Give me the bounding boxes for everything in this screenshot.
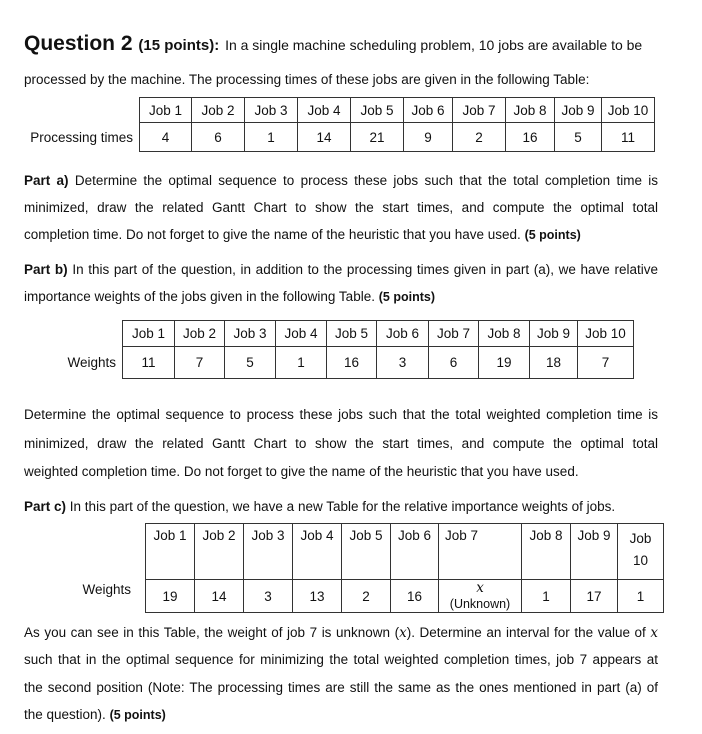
table3-row-label: Weights [82, 581, 131, 597]
table1-header: Job 3 [245, 98, 298, 123]
table3-cell: 2 [342, 580, 391, 613]
weights-table [26, 320, 634, 379]
table2-header: Job 2 [175, 321, 225, 347]
table3-header: Job 4 [293, 524, 342, 580]
part-b-line5: weighted completion time. Do not forget to give the name of the heuristic that you have used. [24, 464, 579, 479]
part-c-points: (5 points) [109, 708, 166, 722]
question-intro-line2: processed by the machine. The processing times of these jobs are given in the following Table: [24, 72, 590, 87]
table1-header: Job 7 [453, 98, 506, 123]
table2-header: Job 1 [123, 321, 175, 347]
part-c-line5: the question). (5 points) [24, 707, 166, 722]
table2-header: Job 6 [377, 321, 429, 347]
table1-header: Job 10 [602, 98, 655, 123]
table3-header: Job 3 [244, 524, 293, 580]
table1-header: Job 5 [351, 98, 404, 123]
table1-header: Job 8 [506, 98, 555, 123]
part-b-label: Part b) [24, 262, 68, 277]
question-title: Question 2 [24, 32, 133, 55]
table1-row-label: Processing times [30, 129, 133, 145]
table2-header: Job 10 [578, 321, 634, 347]
table2-cell: 19 [479, 347, 530, 379]
unknown-note: (Unknown) [449, 597, 511, 611]
table2-header: Job 8 [479, 321, 530, 347]
part-c-label: Part c) [24, 499, 67, 514]
part-b-line2: importance weights of the jobs given in the following Table. (5 points) [24, 289, 435, 304]
table1-header: Job 1 [140, 98, 192, 123]
part-a-points: (5 points) [524, 228, 581, 242]
unknown-x-symbol: x [476, 580, 484, 596]
question-title-line [24, 32, 642, 56]
table1-cell: 6 [192, 123, 245, 152]
table2-cell: 7 [578, 347, 634, 379]
question-intro-line1: In a single machine scheduling problem, 10 jobs are available to be [225, 37, 643, 53]
part-c-line2: As you can see in this Table, the weight of job 7 is unknown (x). Determine an interval for the value of x [24, 625, 658, 641]
table2-cell: 7 [175, 347, 225, 379]
weights-table-unknown [24, 523, 664, 613]
part-a-line1: Part a) Determine the optimal sequence to process these jobs such that the total completion time is [24, 173, 658, 188]
table2-header: Job 3 [225, 321, 276, 347]
table1-header: Job 9 [555, 98, 602, 123]
table2-cell: 1 [276, 347, 327, 379]
part-c-line3: such that in the optimal sequence for minimizing the total weighted completion times, job 7 appears at [24, 652, 658, 667]
table2-cell: 6 [429, 347, 479, 379]
table3-header: Job 7 [439, 524, 522, 580]
table3-cell: 17 [571, 580, 618, 613]
table3-header: Job 1 [146, 524, 195, 580]
table2-header: Job 5 [327, 321, 377, 347]
part-a-line3: completion time. Do not forget to give the name of the heuristic that you have used. (5 points) [24, 227, 581, 242]
table3-header-job10: Job 10 [618, 524, 664, 580]
table3-header: Job 8 [522, 524, 571, 580]
table3-cell: 19 [146, 580, 195, 613]
table3-header: Job 6 [391, 524, 439, 580]
table2-header: Job 7 [429, 321, 479, 347]
table2-cell: 18 [530, 347, 578, 379]
part-a-label: Part a) [24, 173, 69, 188]
table1-cell: 21 [351, 123, 404, 152]
table2-cell: 16 [327, 347, 377, 379]
table1-cell: 1 [245, 123, 298, 152]
table1-cell: 5 [555, 123, 602, 152]
table3-cell: 16 [391, 580, 439, 613]
table1-header: Job 6 [404, 98, 453, 123]
table3-cell: 1 [522, 580, 571, 613]
table1-cell: 14 [298, 123, 351, 152]
part-c-line1: Part c) In this part of the question, we have a new Table for the relative importance weights of jobs. [24, 499, 616, 514]
table2-row-label: Weights [67, 354, 116, 370]
table2-header: Job 4 [276, 321, 327, 347]
table1-cell: 9 [404, 123, 453, 152]
table2-cell: 5 [225, 347, 276, 379]
table3-cell-job7-unknown [439, 580, 522, 613]
table3-cell: 3 [244, 580, 293, 613]
table3-cell: 14 [195, 580, 244, 613]
table3-header: Job 2 [195, 524, 244, 580]
table3-cell: 13 [293, 580, 342, 613]
table3-header: Job 9 [571, 524, 618, 580]
part-b-line3: Determine the optimal sequence to process these jobs such that the total weighted completion time is [24, 407, 658, 422]
table1-cell: 16 [506, 123, 555, 152]
processing-times-table [26, 97, 655, 152]
table2-cell: 11 [123, 347, 175, 379]
table1-header: Job 2 [192, 98, 245, 123]
question-points: (15 points): [138, 37, 220, 54]
part-a-line2: minimized, draw the related Gantt Chart to show the start times, and compute the optimal total [24, 200, 658, 215]
table1-cell: 4 [140, 123, 192, 152]
part-b-points: (5 points) [378, 290, 435, 304]
table1-cell: 11 [602, 123, 655, 152]
table3-header: Job 5 [342, 524, 391, 580]
table2-cell: 3 [377, 347, 429, 379]
table2-header: Job 9 [530, 321, 578, 347]
part-b-line1: Part b) In this part of the question, in addition to the processing times given in part (a), we have relative [24, 262, 658, 277]
table3-cell: 1 [618, 580, 664, 613]
table1-header: Job 4 [298, 98, 351, 123]
part-b-line4: minimized, draw the related Gantt Chart to show the start times, and compute the optimal total [24, 436, 658, 451]
table1-cell: 2 [453, 123, 506, 152]
part-c-line4: the second position (Note: The processing times are still the same as the ones mentioned in part (a) of [24, 680, 658, 695]
